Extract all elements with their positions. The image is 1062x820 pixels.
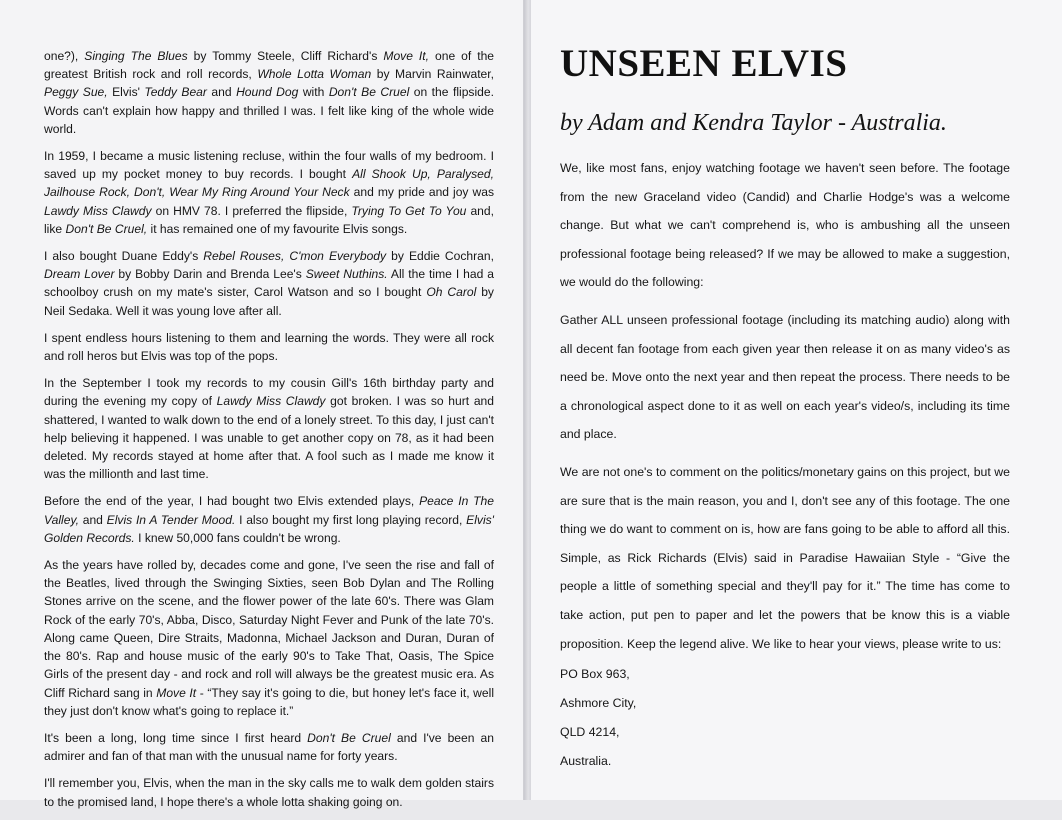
body-paragraph: Gather ALL unseen professional footage (including its matching audio) along with all decent fan footage from each given year then release it on as many video's as need be. Move onto the next year and then repeat the process. There needs to be a chronological aspect done to it as well on each year's video/s, including its time and place. [560,312,1010,442]
left-paragraph [44,774,494,810]
song-title: Peace In The Valley, [44,494,495,527]
left-paragraph [44,329,494,365]
address-line: PO Box 963, [560,667,630,682]
text-run: I'll remember you, Elvis, when the man in the sky calls me to walk dem golden stairs to the promised land, I hope there's a whole lotta shaking going on. [44,776,494,809]
song-title: Lawdy Miss Clawdy [44,203,152,218]
song-title: Don't Be Cruel [328,85,410,100]
left-paragraph [44,492,494,547]
text-run: As the years have rolled by, decades come and gone, I've seen the rise and fall of the Beatles, lived through the Swinging Sixties, seen Bob Dylan and The Rolling Stones arrive on the scene, and the flower power of the late 60's. There was Glam Rock of the early 70's, Abba, Disco, Saturday Night Fever and Punk of the late 70's. Along came Queen, Dire Straits, Madonna, Michael Jackson and Duran, Duran of the 80's. Rap and house music of the early 90's to Take That, Oasis, The Spice Girls of the present day - and rock and roll will always be the greatest music era. As Cliff Richard sang in [44,558,494,700]
song-title: Elvis' Golden Records. [44,512,494,545]
text-run: All the time I had a schoolboy crush on my mate's sister, Carol Watson and so I bought [44,267,494,300]
text-run: Elvis' [107,85,145,100]
text-run: In 1959, I became a music listening recluse, within the four walls of my bedroom. I saved up my pocket money to buy records. I bought [44,149,494,182]
song-title: Whole Lotta Woman [257,67,372,82]
text-run: I also bought Duane Eddy's [44,249,204,264]
text-run: I knew 50,000 fans couldn't be wrong. [134,530,341,545]
text-run: by Marvin Rainwater, [371,67,494,82]
text-run: by Tommy Steele, Cliff Richard's [187,49,384,63]
text-run: and [78,512,107,527]
text-run: it has remained one of my favourite Elvis songs. [147,221,408,236]
song-title: Don't Be Cruel, [65,221,148,236]
song-title: Elvis In A Tender Mood. [106,512,236,527]
text-run: I also bought my first long playing record, [235,512,467,527]
text-run: and my pride and joy was [349,185,494,200]
text-run: on the flipside. Words can't explain how happy and thrilled I was. I felt like king of the whole wide world. [44,85,494,136]
text-run: by Eddie Cochran, [386,249,494,264]
song-title: Teddy Bear [144,85,207,100]
left-page [0,0,524,809]
text-run: and [206,85,237,100]
address-line: QLD 4214, [560,725,620,740]
left-article-column [44,47,494,820]
postal-address [560,667,1010,768]
text-run: by Neil Sedaka. Well it was young love after all. [44,285,494,318]
left-paragraph [44,247,494,320]
text-run: In the September I took my records to my cousin Gill's 16th birthday party and during the evening my copy of [44,376,494,409]
text-run: It's been a long, long time since I first heard [44,730,308,745]
book-gutter [524,0,531,800]
text-run: one of the greatest British rock and roll records, [44,49,495,82]
text-run: and I've been an admirer and fan of that man with the unusual name for forty years. [44,730,494,764]
left-paragraph [44,47,494,138]
song-title: Hound Dog [236,85,299,100]
song-title: Lawdy Miss Clawdy [216,394,326,409]
song-title: Move It [156,685,197,700]
article-title: UNSEEN ELVIS [560,42,848,85]
text-run: with [298,85,329,100]
song-title: Sweet Nuthins. [305,267,388,282]
song-title: Peggy Sue, [44,85,108,100]
song-title: Rebel Rouses, C'mon Everybody [203,249,387,264]
text-run: Before the end of the year, I had bought two Elvis extended plays, [44,494,420,509]
left-paragraph [44,556,494,720]
text-run: by Bobby Darin and Brenda Lee's [114,267,306,282]
left-paragraph [44,374,494,483]
article-byline: by Adam and Kendra Taylor - Australia. [560,110,947,136]
song-title: All Shook Up, Paralysed, Jailhouse Rock, Don't, Wear My Ring Around Your Neck [44,167,494,200]
body-paragraph: We are not one's to comment on the politics/monetary gains on this project, but we are sure that is the main reason, you and I, don't see any of this footage. The one thing we do want to comment on is, how are fans going to be able to afford all this. Simple, as Rick Richards (Elvis) said in Paradise Hawaiian Style - “Give the people a little of something special and they'll pay for it.” The time has come to take action, put pen to paper and let the powers that be know this is a viable proposition. Keep the legend alive. We like to hear your views, please write to us: [560,464,1010,651]
address-line: Ashmore City, [560,696,637,711]
article-body [560,154,1010,658]
text-run: one?), [44,49,85,63]
address-line: Australia. [560,754,612,769]
right-article [560,40,1010,783]
text-run: on HMV 78. I preferred the flipside, [151,203,352,218]
text-run: - “They say it's going to die, but honey let's face it, well they just don't know what's going to replace it.” [44,685,495,718]
song-title: Trying To Get To You [351,203,467,218]
text-run: I spent endless hours listening to them and learning the words. They were all rock and roll heros but Elvis was top of the pops. [44,330,494,364]
song-title: Don't Be Cruel [307,730,391,745]
body-paragraph: We, like most fans, enjoy watching footage we haven't seen before. The footage from the new Graceland video (Candid) and Charlie Hodge's was a welcome change. But what we can't comprehend is, who is ambushing all the unseen professional footage being released? If we may be allowed to make a suggestion, we would do the following: [560,161,1010,290]
text-run: got broken. I was so hurt and shattered, I wanted to walk down to the end of a lonely street. To this day, I just can't help believing it happened. I was unable to get another copy on 78, as it had been deleted. My records stayed at home after that. A fool such as I made me know it was the millionth and last time. [44,394,495,482]
text-run: and, like [44,203,494,236]
song-title: Dream Lover [44,267,115,282]
song-title: Oh Carol [426,285,477,300]
left-paragraph [44,729,494,765]
song-title: Singing The Blues [84,49,188,63]
left-paragraph [44,147,494,238]
song-title: Move It, [383,49,430,63]
